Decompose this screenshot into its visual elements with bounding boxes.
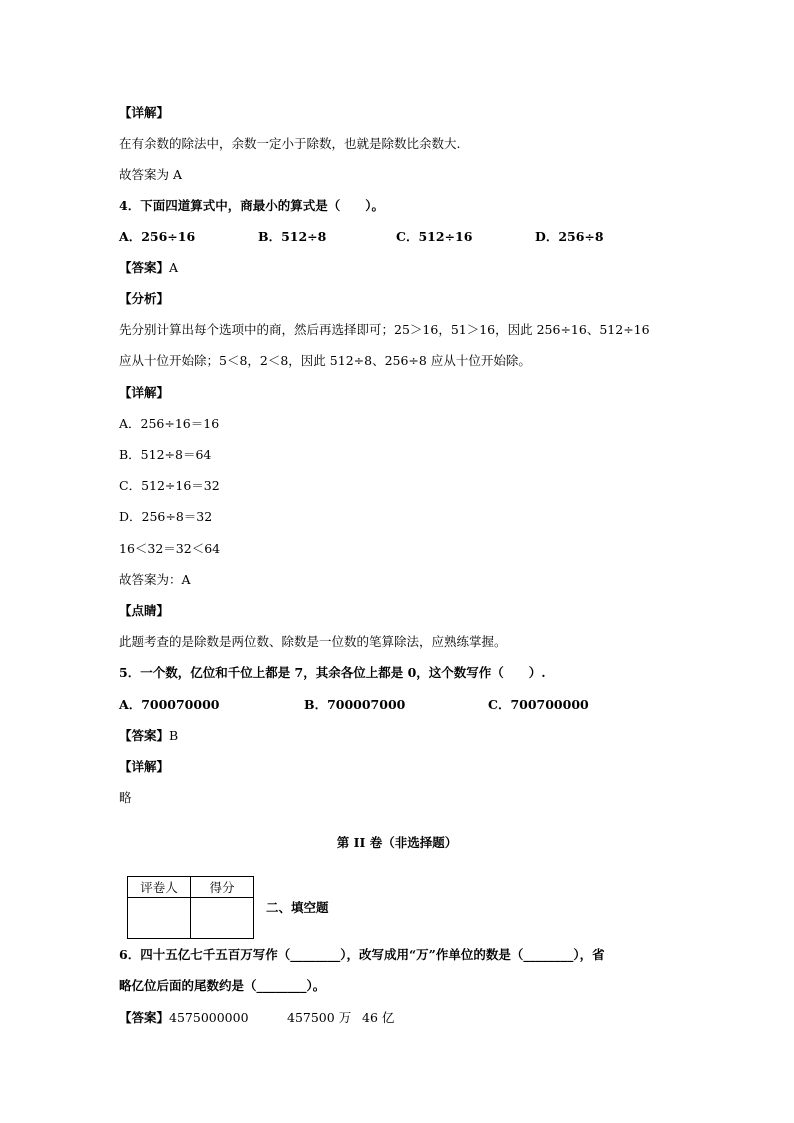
score-header-score: 得分 (191, 877, 254, 898)
score-cell-score (191, 898, 254, 939)
q5-answer (119, 728, 178, 744)
q4-answer (119, 260, 178, 276)
point-text: 此题考查的是除数是两位数、除数是一位数的笔算除法，应熟练掌握。 (119, 634, 507, 649)
score-cell-grader (128, 898, 191, 939)
q4-option-a: A．256÷16 (119, 229, 196, 244)
q5-option-b: B．700007000 (304, 697, 406, 712)
answer-value: B (169, 728, 179, 743)
section-label: 二、填空题 (266, 900, 329, 915)
detail-line-b: B．512÷8＝64 (119, 447, 212, 462)
answer-line: 故答案为 A (119, 167, 183, 182)
answer-value-3: 46 亿 (362, 1010, 395, 1025)
detail-heading-q4: 【详解】 (119, 385, 170, 400)
answer-tag: 【答案】 (119, 728, 170, 743)
detail-line-d: D．256÷8＝32 (119, 509, 213, 524)
question-5: 5．一个数，亿位和千位上都是 7，其余各位上都是 0，这个数写作（ ）. (119, 665, 546, 680)
score-table (127, 876, 254, 939)
analysis-text-1: 先分别计算出每个选项中的商，然后再选择即可；25＞16，51＞16，因此 256÷16、512÷16 (119, 322, 650, 337)
q4-option-b: B．512÷8 (258, 229, 327, 244)
point-heading: 【点睛】 (119, 603, 170, 618)
detail-text: 在有余数的除法中，余数一定小于除数，也就是除数比余数大. (119, 136, 461, 151)
score-header-grader: 评卷人 (128, 877, 191, 898)
question-4: 4．下面四道算式中，商最小的算式是（ ）。 (119, 198, 384, 213)
analysis-heading: 【分析】 (119, 291, 170, 306)
question-6-line-2: 略亿位后面的尾数约是（________）。 (119, 978, 326, 993)
detail-heading: 【详解】 (119, 105, 170, 120)
q4-option-c: C．512÷16 (396, 229, 473, 244)
analysis-text-2: 应从十位开始除；5＜8，2＜8，因此 512÷8、256÷8 应从十位开始除。 (119, 353, 531, 368)
answer-value-2: 457500 万 (287, 1010, 352, 1025)
detail-line-c: C．512÷16＝32 (119, 478, 220, 493)
q4-option-d: D．256÷8 (535, 229, 604, 244)
answer-tag: 【答案】 (119, 260, 170, 275)
detail-line-a: A．256÷16＝16 (119, 416, 220, 431)
answer-value-1: 4575000000 (169, 1010, 249, 1025)
q5-option-a: A．700070000 (119, 697, 220, 712)
answer-tag: 【答案】 (119, 1010, 170, 1025)
detail-conclusion: 故答案为：A (119, 572, 191, 587)
detail-comparison: 16＜32＝32＜64 (119, 541, 221, 556)
answer-value: A (169, 260, 179, 275)
q5-option-c: C．700700000 (488, 697, 589, 712)
detail-heading-q5: 【详解】 (119, 759, 170, 774)
detail-text-q5: 略 (119, 790, 132, 805)
question-6-line-1: 6．四十五亿七千五百万写作（________），改写成用“万”作单位的数是（________），省 (119, 947, 605, 962)
q6-answer (119, 1010, 249, 1026)
section-title: 第 II 卷（非选择题） (336, 835, 458, 850)
